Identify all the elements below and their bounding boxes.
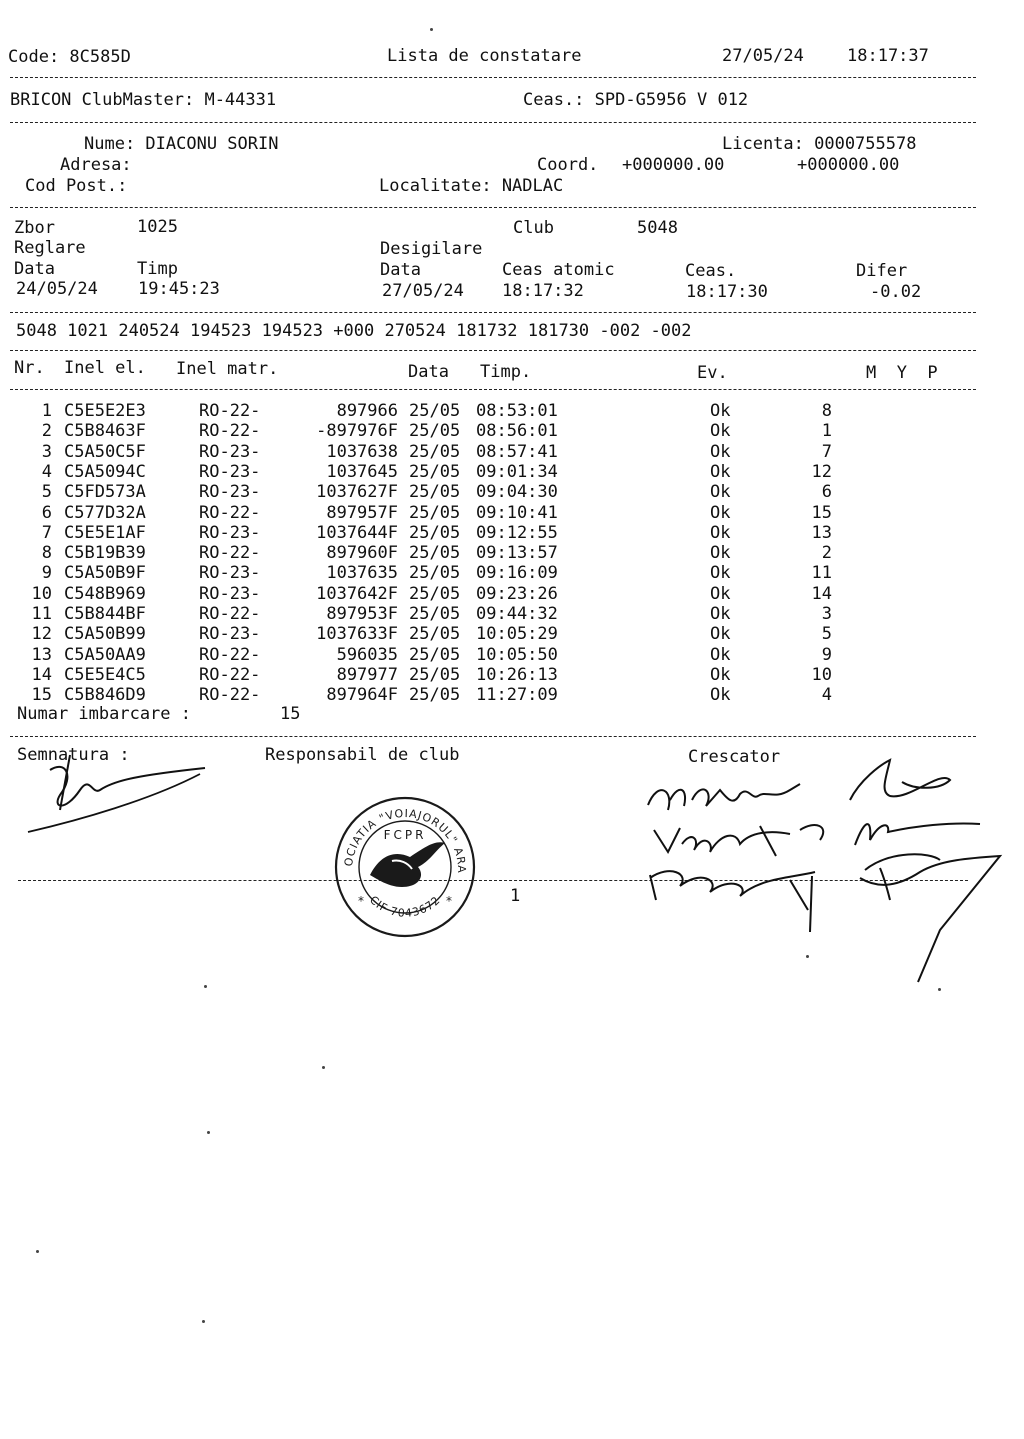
position-m: 6 (821, 482, 832, 502)
arrival-time: 10:05:50 (476, 645, 558, 665)
scan-speck (938, 988, 941, 991)
electronic-ring: C5A50AA9 (64, 645, 146, 665)
postcode-label: Cod Post.: (25, 176, 128, 196)
table-row (0, 624, 1024, 644)
arrival-date: 25/05 (409, 563, 461, 583)
arrival-date: 25/05 (409, 645, 461, 665)
page-number: 1 (510, 886, 521, 906)
row-number: 10 (31, 584, 52, 604)
table-row (0, 503, 1024, 523)
col-header-nr: Nr. (14, 358, 45, 378)
club-label: Club (513, 218, 554, 238)
event-status: Ok (710, 604, 731, 624)
coord-label: Coord. (537, 155, 599, 175)
ring-prefix: RO-23- (199, 624, 261, 644)
electronic-ring: C5A50C5F (64, 442, 146, 462)
club-responsible-label: Responsabil de club (265, 745, 460, 765)
print-date: 27/05/24 (722, 46, 804, 66)
stamp-bottom-text: CIF 7043672 (366, 893, 444, 920)
event-status: Ok (710, 563, 731, 583)
breeder-signatures (640, 760, 1020, 985)
scan-speck (207, 1131, 210, 1134)
boarding-count-value: 15 (280, 704, 301, 724)
arrival-time: 08:53:01 (476, 401, 558, 421)
ring-number: 897966 (336, 401, 398, 421)
position-m: 13 (811, 523, 832, 543)
ring-number: 897977 (336, 665, 398, 685)
electronic-ring: C5A50B99 (64, 624, 146, 644)
electronic-ring: C5A50B9F (64, 563, 146, 583)
table-row (0, 604, 1024, 624)
divider (10, 312, 976, 313)
event-status: Ok (710, 401, 731, 421)
document-title: Lista de constatare (387, 46, 582, 66)
clock-time: 18:17:30 (686, 282, 768, 302)
position-m: 12 (811, 462, 832, 482)
row-number: 12 (31, 624, 52, 644)
electronic-ring: C5B8463F (64, 421, 146, 441)
table-row (0, 543, 1024, 563)
row-number: 3 (41, 442, 52, 462)
arrival-time: 09:04:30 (476, 482, 558, 502)
time-difference: -0.02 (870, 282, 922, 302)
atomic-clock-label: Ceas atomic (502, 260, 615, 280)
table-row (0, 482, 1024, 502)
divider (10, 389, 976, 390)
ring-number: 596035 (336, 645, 398, 665)
star-icon: * (446, 894, 452, 908)
arrival-time: 09:16:09 (476, 563, 558, 583)
table-row (0, 645, 1024, 665)
position-m: 1 (821, 421, 832, 441)
arrival-date: 25/05 (409, 685, 461, 705)
divider (10, 207, 976, 208)
position-m: 4 (821, 685, 832, 705)
divider (10, 122, 976, 123)
flight-number: 1025 (137, 217, 178, 237)
row-number: 11 (31, 604, 52, 624)
owner-name: Nume: DIACONU SORIN (84, 134, 279, 154)
ring-number: 1037644F (316, 523, 398, 543)
signature-label: Semnatura : (17, 745, 130, 765)
col-header-timp: Timp. (480, 362, 532, 382)
handwritten-signature (20, 750, 220, 840)
event-status: Ok (710, 503, 731, 523)
breeder-label: Crescator (688, 747, 781, 767)
arrival-time: 09:44:32 (476, 604, 558, 624)
desig-date-label: Data (380, 260, 421, 280)
desigilare-heading: Desigilare (380, 239, 483, 259)
row-number: 15 (31, 685, 52, 705)
ring-prefix: RO-23- (199, 584, 261, 604)
position-m: 3 (821, 604, 832, 624)
coord-y: +000000.00 (797, 155, 900, 175)
difference-label: Difer (856, 261, 908, 281)
table-row (0, 563, 1024, 583)
row-number: 2 (41, 421, 52, 441)
table-row (0, 523, 1024, 543)
arrival-date: 25/05 (409, 624, 461, 644)
electronic-ring: C5B846D9 (64, 685, 146, 705)
desig-date: 27/05/24 (382, 281, 464, 301)
owner-license: Licenta: 0000755578 (722, 134, 917, 154)
atomic-time: 18:17:32 (502, 281, 584, 301)
position-m: 10 (811, 665, 832, 685)
ring-prefix: RO-22- (199, 421, 261, 441)
reglare-date: 24/05/24 (16, 279, 98, 299)
arrival-date: 25/05 (409, 462, 461, 482)
address-label: Adresa: (60, 155, 132, 175)
ring-prefix: RO-23- (199, 482, 261, 502)
event-status: Ok (710, 645, 731, 665)
row-number: 8 (41, 543, 52, 563)
arrival-time: 08:57:41 (476, 442, 558, 462)
divider (10, 350, 976, 351)
arrival-date: 25/05 (409, 401, 461, 421)
reglare-date-label: Data (14, 259, 55, 279)
position-m: 5 (821, 624, 832, 644)
event-status: Ok (710, 584, 731, 604)
ring-prefix: RO-22- (199, 604, 261, 624)
scan-speck (204, 985, 207, 988)
scan-speck (430, 28, 433, 31)
table-row (0, 665, 1024, 685)
coord-x: +000000.00 (622, 155, 725, 175)
clock-id: Ceas.: SPD-G5956 V 012 (523, 90, 749, 110)
print-time: 18:17:37 (847, 46, 929, 66)
ring-prefix: RO-23- (199, 462, 261, 482)
row-number: 7 (41, 523, 52, 543)
position-m: 11 (811, 563, 832, 583)
electronic-ring: C5E5E1AF (64, 523, 146, 543)
stamp-inner-text: FCPR (383, 828, 427, 842)
ring-prefix: RO-22- (199, 401, 261, 421)
ring-number: 1037645 (326, 462, 398, 482)
table-row (0, 685, 1024, 705)
scan-speck (202, 1320, 205, 1323)
position-m: 8 (821, 401, 832, 421)
arrival-time: 09:10:41 (476, 503, 558, 523)
electronic-ring: C577D32A (64, 503, 146, 523)
encoded-summary-line: 5048 1021 240524 194523 194523 +000 270524 181732 181730 -002 -002 (16, 321, 692, 341)
scan-speck (36, 1250, 39, 1253)
table-row (0, 442, 1024, 462)
arrival-time: 09:23:26 (476, 584, 558, 604)
position-m: 15 (811, 503, 832, 523)
electronic-ring: C5E5E4C5 (64, 665, 146, 685)
electronic-ring: C5B19B39 (64, 543, 146, 563)
event-status: Ok (710, 421, 731, 441)
ring-number: 1037633F (316, 624, 398, 644)
star-icon: * (358, 894, 364, 908)
table-row (0, 401, 1024, 421)
row-number: 5 (41, 482, 52, 502)
flight-label: Zbor (14, 218, 55, 238)
electronic-ring: C5E5E2E3 (64, 401, 146, 421)
event-status: Ok (710, 442, 731, 462)
arrival-date: 25/05 (409, 584, 461, 604)
event-status: Ok (710, 543, 731, 563)
table-row (0, 584, 1024, 604)
electronic-ring: C5A5094C (64, 462, 146, 482)
ring-number: 1037635 (326, 563, 398, 583)
ring-prefix: RO-22- (199, 665, 261, 685)
position-m: 7 (821, 442, 832, 462)
row-number: 4 (41, 462, 52, 482)
event-status: Ok (710, 523, 731, 543)
ring-prefix: RO-22- (199, 645, 261, 665)
ring-number: 897960F (326, 543, 398, 563)
arrival-date: 25/05 (409, 543, 461, 563)
divider (10, 736, 976, 737)
arrival-time: 10:26:13 (476, 665, 558, 685)
position-m: 14 (811, 584, 832, 604)
event-status: Ok (710, 685, 731, 705)
ring-prefix: RO-22- (199, 503, 261, 523)
ring-number: 897957F (326, 503, 398, 523)
table-row (0, 421, 1024, 441)
arrival-time: 09:12:55 (476, 523, 558, 543)
position-m: 9 (821, 645, 832, 665)
arrival-date: 25/05 (409, 421, 461, 441)
col-header-myp: M Y P (866, 363, 938, 383)
ring-prefix: RO-23- (199, 523, 261, 543)
table-row (0, 462, 1024, 482)
ring-number: 897953F (326, 604, 398, 624)
document-code: Code: 8C585D (8, 47, 131, 67)
scan-speck (806, 955, 809, 958)
col-header-ev: Ev. (697, 363, 728, 383)
col-header-data: Data (408, 362, 449, 382)
row-number: 6 (41, 503, 52, 523)
ring-number: 1037642F (316, 584, 398, 604)
scan-speck (322, 1066, 325, 1069)
svg-text:CIF 7043672 (367, 893, 443, 919)
event-status: Ok (710, 624, 731, 644)
row-number: 13 (31, 645, 52, 665)
arrival-time: 09:13:57 (476, 543, 558, 563)
stamp-top-text: ASOCIATIA "VOIAJORUL" ARAD (325, 785, 469, 874)
arrival-date: 25/05 (409, 482, 461, 502)
clock-label: Ceas. (685, 261, 737, 281)
event-status: Ok (710, 482, 731, 502)
ring-prefix: RO-22- (199, 543, 261, 563)
association-stamp (325, 785, 480, 940)
reglare-heading: Reglare (14, 238, 86, 258)
arrival-time: 09:01:34 (476, 462, 558, 482)
ring-number: 1037627F (316, 482, 398, 502)
electronic-ring: C5B844BF (64, 604, 146, 624)
ring-number: 1037638 (326, 442, 398, 462)
arrival-date: 25/05 (409, 604, 461, 624)
electronic-ring: C5FD573A (64, 482, 146, 502)
arrival-time: 11:27:09 (476, 685, 558, 705)
col-header-inel-matr: Inel matr. (176, 359, 279, 379)
row-number: 1 (41, 401, 52, 421)
reglare-time: 19:45:23 (138, 279, 220, 299)
arrival-time: 08:56:01 (476, 421, 558, 441)
dove-icon (370, 842, 445, 887)
row-number: 14 (31, 665, 52, 685)
arrival-date: 25/05 (409, 503, 461, 523)
club-number: 5048 (637, 218, 678, 238)
ring-prefix: RO-22- (199, 685, 261, 705)
event-status: Ok (710, 665, 731, 685)
arrival-date: 25/05 (409, 523, 461, 543)
reglare-time-label: Timp (137, 259, 178, 279)
col-header-inel-el: Inel el. (64, 358, 146, 378)
clubmaster-id: BRICON ClubMaster: M-44331 (10, 90, 277, 110)
ring-number: -897976F (316, 421, 398, 441)
ring-number: 897964F (326, 685, 398, 705)
position-m: 2 (821, 543, 832, 563)
row-number: 9 (41, 563, 52, 583)
arrival-date: 25/05 (409, 442, 461, 462)
divider (10, 77, 976, 78)
boarding-count-label: Numar imbarcare : (17, 704, 191, 724)
arrival-time: 10:05:29 (476, 624, 558, 644)
event-status: Ok (710, 462, 731, 482)
electronic-ring: C548B969 (64, 584, 146, 604)
arrival-date: 25/05 (409, 665, 461, 685)
ring-prefix: RO-23- (199, 563, 261, 583)
ring-prefix: RO-23- (199, 442, 261, 462)
locality: Localitate: NADLAC (379, 176, 564, 196)
